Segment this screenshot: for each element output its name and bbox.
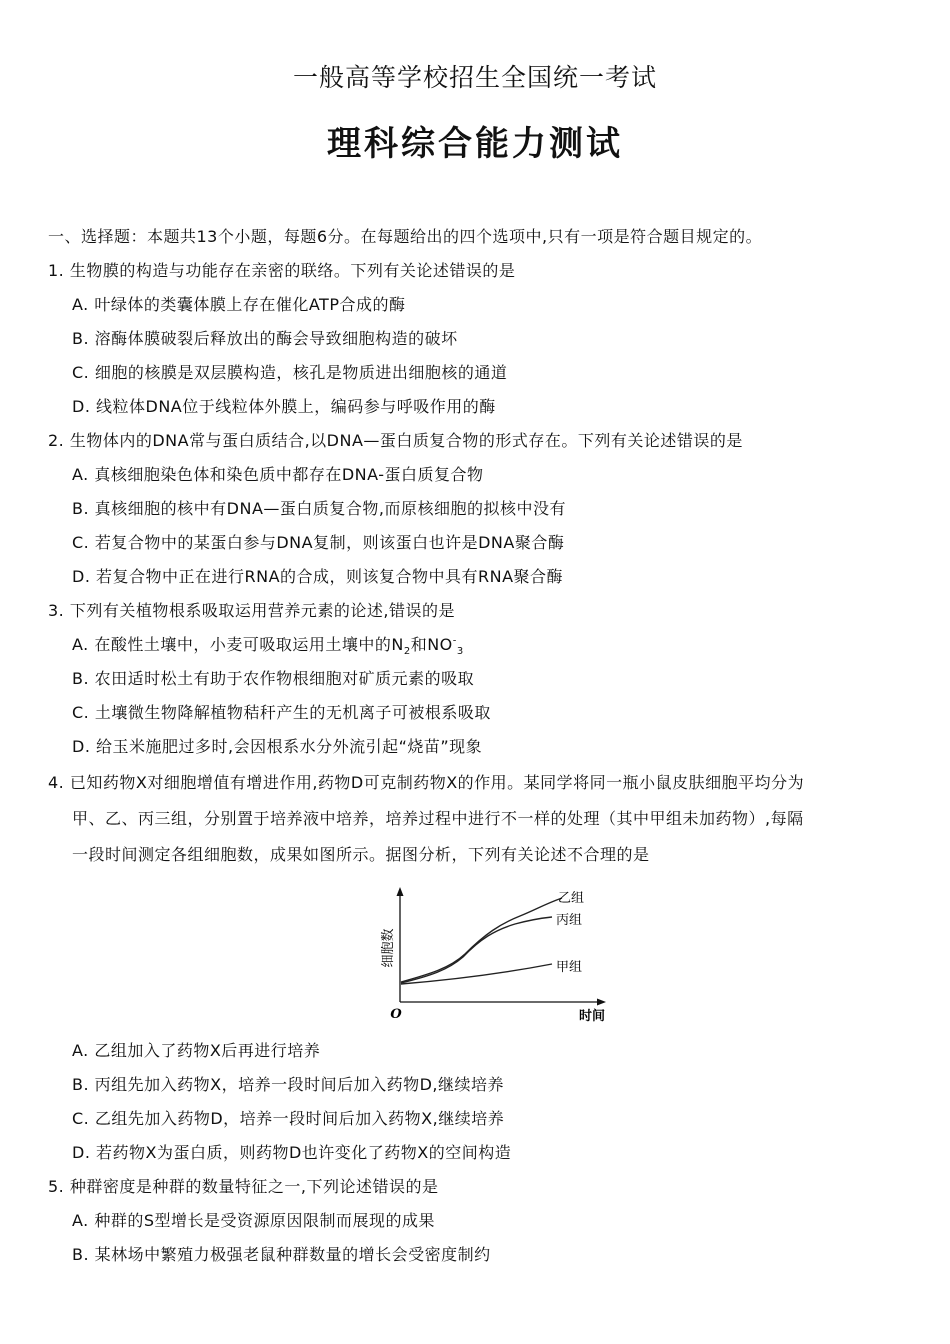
question-4-option-b: B. 丙组先加入药物X，培养一段时间后加入药物D,继续培养 bbox=[72, 1075, 505, 1094]
question-3-option-a bbox=[72, 632, 464, 657]
exam-subtitle: 一般高等学校招生全国统一考试 bbox=[292, 63, 657, 92]
origin-label: O bbox=[390, 1007, 402, 1022]
question-4-option-d: D. 若药物X为蛋白质，则药物D也许变化了药物X的空间构造 bbox=[72, 1143, 512, 1162]
question-2-option-d: D. 若复合物中正在进行RNA的合成，则该复合物中具有RNA聚合酶 bbox=[72, 567, 564, 586]
question-2-option-c: C. 若复合物中的某蛋白参与DNA复制，则该蛋白也许是DNA聚合酶 bbox=[72, 533, 565, 552]
section-heading: 一、选择题：本题共13个小题，每题6分。在每题给出的四个选项中,只有一项是符合题目规定的。 bbox=[48, 227, 763, 246]
question-2-stem: 2. 生物体内的DNA常与蛋白质结合,以DNA—蛋白质复合物的形式存在。下列有关论述错误的是 bbox=[48, 431, 743, 450]
question-1-stem: 1. 生物膜的构造与功能存在亲密的联络。下列有关论述错误的是 bbox=[48, 261, 516, 280]
question-3-option-c: C. 土壤微生物降解植物秸秆产生的无机离子可被根系吸取 bbox=[72, 703, 491, 722]
question-2-option-a: A. 真核细胞染色体和染色质中都存在DNA-蛋白质复合物 bbox=[72, 465, 484, 484]
question-5-option-a: A. 种群的S型增长是受资源原因限制而展现的成果 bbox=[72, 1211, 435, 1230]
question-4-option-a: A. 乙组加入了药物X后再进行培养 bbox=[72, 1041, 321, 1060]
question-4-stem-line2: 甲、乙、丙三组，分别置于培养液中培养，培养过程中进行不一样的处理（其中甲组未加药物）,每隔 bbox=[72, 809, 804, 828]
question-1-option-b: B. 溶酶体膜破裂后释放出的酶会导致细胞构造的破坏 bbox=[72, 329, 458, 348]
question-3-option-b: B. 农田适时松土有助于农作物根细胞对矿质元素的吸取 bbox=[72, 669, 475, 688]
question-3-stem: 3. 下列有关植物根系吸取运用营养元素的论述,错误的是 bbox=[48, 601, 455, 620]
series-label-bing: 丙组 bbox=[556, 913, 583, 928]
question-4-stem-line1: 4. 已知药物X对细胞增值有增进作用,药物D可克制药物X的作用。某同学将同一瓶小鼠皮肤细胞平均分为 bbox=[48, 773, 805, 792]
q3-a-sub1: 2 bbox=[403, 646, 411, 658]
question-5-option-b: B. 某林场中繁殖力极强老鼠种群数量的增长会受密度制约 bbox=[72, 1245, 491, 1264]
series-label-jia: 甲组 bbox=[556, 960, 583, 975]
question-1-option-d: D. 线粒体DNA位于线粒体外膜上，编码参与呼吸作用的酶 bbox=[72, 397, 496, 416]
question-5-stem: 5. 种群密度是种群的数量特征之一,下列论述错误的是 bbox=[48, 1177, 439, 1196]
x-axis-label: 时间 bbox=[578, 1009, 606, 1024]
question-1-option-c: C. 细胞的核膜是双层膜构造，核孔是物质进出细胞核的通道 bbox=[72, 363, 508, 382]
q3-a-sup: - bbox=[452, 635, 457, 647]
y-axis-label: 细胞数 bbox=[381, 928, 396, 968]
question-3-option-d: D. 给玉米施肥过多时,会因根系水分外流引起“烧苗”现象 bbox=[72, 737, 483, 756]
question-4-option-c: C. 乙组先加入药物D，培养一段时间后加入药物X,继续培养 bbox=[72, 1109, 505, 1128]
q3-a-sub2: 3 bbox=[456, 646, 464, 658]
series-label-yi: 乙组 bbox=[558, 891, 585, 906]
question-2-option-b: B. 真核细胞的核中有DNA—蛋白质复合物,而原核细胞的拟核中没有 bbox=[72, 499, 566, 518]
x-axis-arrow bbox=[597, 999, 606, 1006]
exam-title: 理科综合能力测试 bbox=[327, 124, 623, 164]
q3-a-text: A. 在酸性土壤中，小麦可吸取运用土壤中的N bbox=[72, 635, 404, 654]
series-line-bing bbox=[401, 917, 552, 983]
y-axis-arrow bbox=[397, 887, 404, 896]
question-1-option-a: A. 叶绿体的类囊体膜上存在催化ATP合成的酶 bbox=[72, 295, 406, 314]
q3-a-mid: 和NO bbox=[410, 635, 453, 654]
question-4-stem-line3: 一段时间测定各组细胞数，成果如图所示。据图分析，下列有关论述不合理的是 bbox=[72, 845, 650, 864]
cell-count-chart bbox=[370, 884, 620, 1024]
series-line-jia bbox=[401, 964, 552, 984]
